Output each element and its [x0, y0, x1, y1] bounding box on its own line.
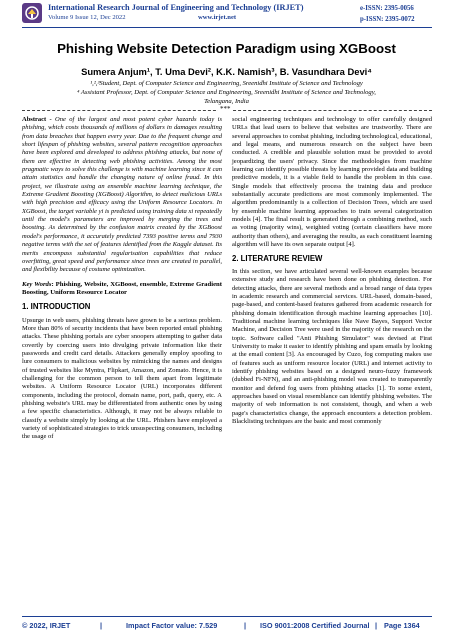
author-list: Sumera Anjum¹, T. Uma Devi², K.K. Namish³, B. Vasundhara Devi⁴	[81, 66, 372, 77]
eissn: e-ISSN: 2395-0056	[360, 5, 414, 12]
affiliations	[30, 80, 423, 106]
footer-iso: ISO 9001:2008 Certified Journal	[260, 621, 370, 630]
footer-rule	[22, 616, 432, 617]
abstract-text: One of the largest and most potent cyber hazards today is phishing, which costs thousands of millions of dollars in damages resulting from data breaches that happen every year. Due to the frequent change and short lifespan of phishing websites, several pattern recognition approaches have been explored and developed to address phishing attacks, but none of them are effective in detecting web phishing activities. Among the most pragmatic ways to solve this challenge is with machine learning since it can attain statistics and handle the changing nature of online fraud. In this project, we illustrate using an ensemble machine learning technique, the Extreme Gradient Boosting (XGBoost) Algorithm, to detect malicious URLs with high precision and efficacy using the Uniform Resource Locators. In XGBoost, the target variable yi is predicted using training data xi repeatedly until the model's parameters are improved by merging the trees and boosting. As determined by the confusion matrix created by the XGBoost model's performance, it accurately predicted 7393 positive terms and 7930 negative terms with the set of features identified from the Kaggle dataset. Its merits encompass substantial regularisation capabilities that reduce overfitting, great speed and performance since trees are created in parallel, and flexibility because of costume optimization.	[22, 116, 222, 274]
divider-stars: ***	[220, 105, 231, 113]
issn-block	[360, 3, 415, 25]
abstract-label: Abstract -	[22, 116, 52, 123]
affiliation-students: ¹,²,³Student, Dept. of Computer Science and Engineering, Sreenidhi Institute of Science and Technology	[90, 80, 363, 87]
header-rule	[22, 27, 432, 28]
journal-url[interactable]: www.irjet.net	[198, 14, 237, 21]
journal-volume-line	[48, 14, 338, 21]
literature-review-text: In this section, we have articulated several well-known examples because extensive study and research have been done on phishing detection. For detecting attacks, there are several methods and a broad range of data types in academic research and commercial services. URL-based, domain-based, page-based, and content-based features gathered from academic research for phishing domain identification through machine learning approaches [10]. Traditional machine learning techniques like Nave Bayes, Support Vector Machine, and Decision Tree were used in the majority of the research on the topic. Software called "Anti Phishing Simulator" was devised at Firat University to make it easier to identify phishing and spam emails by looking at the email content [3]. As encouraged by Cuzo, fog computing makes use of features such as uniform resource locator (URL) and internet activity to identify phishing websites based on a designed neuro-fuzzy framework (dubbed Fi-NFN), and an anti-phishing model was created to transparently monitor and defend fog users from phishing attacks [1]. To some extent, approaches based on visual resemblance can identify phishing websites. The majority of web information is not consistent, though, and when a web page's characteristics change, the approach encounters a detection problem. Blacklisting techniques are the basic and most commonly	[232, 267, 432, 426]
footer-separator: |	[100, 621, 103, 630]
keywords-paragraph	[22, 281, 222, 298]
footer-copyright: © 2022, IRJET	[22, 621, 71, 630]
volume-info: Volume 9 Issue 12, Dec 2022	[48, 14, 126, 21]
footer-page-number: Page 1364	[384, 621, 420, 630]
irjet-logo-icon	[22, 3, 42, 23]
right-column	[232, 116, 432, 430]
section-divider	[22, 105, 432, 113]
affiliation-professor: ⁴ Assistant Professor, Dept. of Computer Science and Engineering, Sreenidhi Institute of Science and Technology,	[77, 88, 376, 96]
footer-impact-factor: Impact Factor value: 7.529	[126, 621, 218, 630]
pissn: p-ISSN: 2395-0072	[360, 16, 415, 23]
footer-separator: |	[375, 621, 378, 630]
literature-review-heading: 2. LITERATURE REVIEW	[232, 253, 323, 263]
abstract-paragraph	[22, 116, 222, 275]
left-column	[22, 116, 222, 446]
journal-name: International Research Journal of Engineering and Technology (IRJET)	[48, 3, 304, 12]
footer-separator: |	[244, 621, 247, 630]
journal-header	[0, 0, 453, 26]
intro-continued-text: social engineering techniques and technology to offer carefully designed URLs that lead users to believe that websites are trustworthy. There are several approaches to combat phishing, including technological, educational, and legal means, and numerous research on the subject have been conducted. A credible and plausible solution must be provided to avoid jeopardizing the users' privacy. Since the methodologies from machine learning can identify possible threats by learning provided data and building predictive models, it is a viable field to handle the problem in this case. Single models that effectively process the training data and produce substantially accurate predictions are most commonly implemented. The algorithm predominantly is a collection of Decision Trees, which are used by ensemble machine learning approaches to train several categorization models [4]. The final result is generated through a combining method, such as voting (majority wins), weighted voting (certain classifiers have more authority than others), and averaging the results, as each constituent learning algorithm will have its own separate output [4].	[232, 116, 432, 249]
paper-title: Phishing Website Detection Paradigm using XGBoost	[57, 41, 396, 56]
intro-text: Upsurge in web users, phishing threats have grown to be a serious problem. More than 80% of security incidents that have been reported entail phishing attacks. These phishing portals are cyber snoopers attempting to gather data covertly by coercing users into divulging private information like their passwords and credit card details. Attackers generally employ spoofing to lure consumers to malicious websites by mimicking the names and designs of trusted websites like Myntra, Flipkart, Amazon, and Zomato. Hence, it is challenging for the common person to tell them apart from legitimate websites. A Uniform Resource Locator (URL) incorporates different components, including the protocol, domain name, port, path, query, etc. A phishing website's URL may be differentiated from authentic ones by using a few specific characteristics. Although, it may not be always reliable to classify a website simply by looking at the URL. Phishers have employed a variety of sophisticated strategies to trick unsuspecting consumers, including the usage of	[22, 316, 222, 441]
intro-heading: 1. INTRODUCTION	[22, 302, 91, 312]
keywords-label: Key Words	[22, 280, 52, 288]
affiliation-location: Telangana, India	[204, 97, 249, 105]
keywords-text: : Phishing, Website, XGBoost, ensemble, Extreme Gradient Boosting, Uniform Resource Locator	[22, 280, 222, 296]
